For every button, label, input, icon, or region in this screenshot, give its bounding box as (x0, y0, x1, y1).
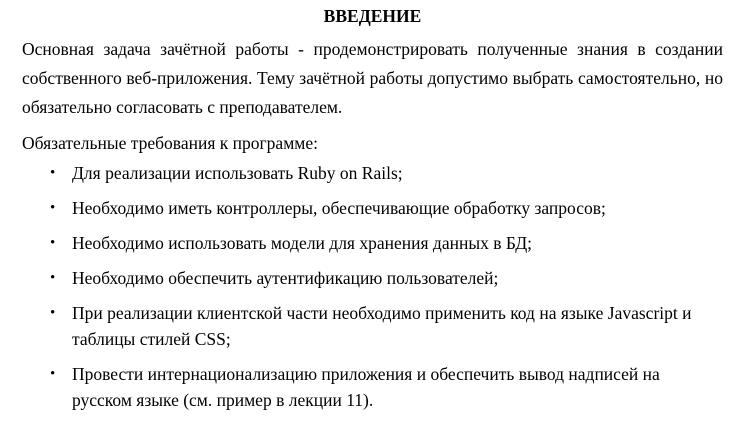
requirement-item (22, 160, 723, 186)
requirement-text: Для реализации использовать Ruby on Rails; (72, 163, 403, 183)
section-title: ВВЕДЕНИЕ (323, 6, 422, 26)
requirements-list (22, 160, 723, 413)
bullet-icon: • (50, 270, 56, 286)
bullet-icon: • (50, 235, 56, 251)
bullet-icon: • (50, 305, 56, 321)
bullet-icon: • (50, 165, 56, 181)
bullet-icon: • (50, 366, 56, 382)
intro-paragraph: Основная задача зачётной работы - продемонстрировать полученные знания в создании собственного веб-приложения. Тему зачётной работы допустимо выбрать самостоятельно, но обязательно согласовать с преподавателем. (22, 39, 723, 117)
requirement-item (22, 195, 723, 221)
requirement-text: Необходимо использовать модели для хранения данных в БД; (72, 233, 533, 253)
requirement-text: Необходимо иметь контроллеры, обеспечивающие обработку запросов; (72, 198, 606, 218)
requirement-text: Необходимо обеспечить аутентификацию пользователей; (72, 268, 499, 288)
requirement-item (22, 230, 723, 256)
requirements-header: Обязательные требования к программе: (22, 133, 318, 153)
requirement-item (22, 300, 723, 352)
bullet-icon: • (50, 200, 56, 216)
requirement-text: При реализации клиентской части необходимо применить код на языке Javascript и таблицы стилей CSS; (72, 303, 692, 349)
requirement-item (22, 265, 723, 291)
requirement-item (22, 361, 723, 413)
requirement-text: Провести интернационализацию приложения и обеспечить вывод надписей на русском языке (см. пример в лекции 11). (72, 364, 660, 410)
